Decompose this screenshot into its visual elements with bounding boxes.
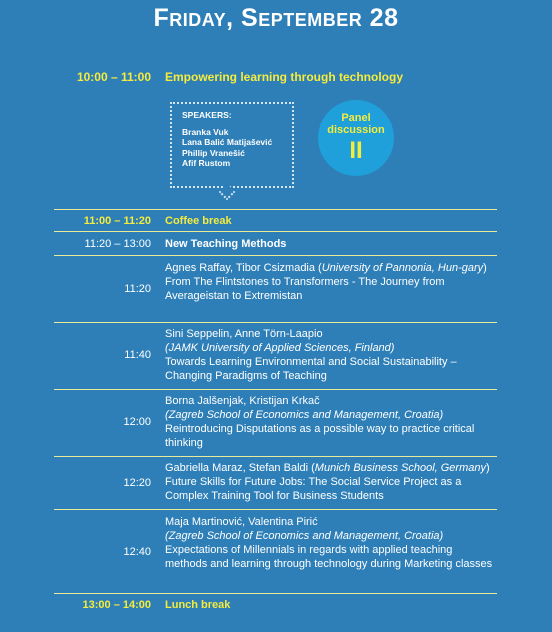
talk-affiliation: Munich Business School, Germany — [314, 462, 486, 474]
panel-discussion-badge — [318, 100, 394, 176]
divider — [54, 456, 497, 457]
methods-label: New Teaching Methods — [165, 238, 287, 250]
speaker-name: Phillip Vranešić — [182, 147, 245, 158]
talk-time: 12:20 — [123, 477, 151, 489]
talk-authors: Sini Seppelin, Anne Törn-Laapio — [165, 328, 323, 340]
talk-authors: Maja Martinović, Valentina Pirić — [165, 516, 318, 528]
talk-time: 11:40 — [124, 349, 151, 361]
talk-authors: Borna Jalšenjak, Kristijan Krkač — [165, 395, 320, 407]
talk-affiliation: (Zagreb School of Economics and Management, Croatia) — [165, 530, 444, 542]
talk-affiliation: University of Pannonia, Hun-gary — [321, 262, 484, 274]
speaker-name: Afif Rustom — [182, 158, 231, 168]
coffee-label: Coffee break — [165, 215, 232, 227]
speaker-name: Lana Balić Matijašević — [182, 137, 273, 147]
session-time: 10:00 – 11:00 — [76, 70, 151, 84]
coffee-time: 11:00 – 11:20 — [83, 215, 151, 227]
lunch-label: Lunch break — [165, 599, 231, 611]
divider — [54, 255, 497, 256]
session-empowering — [0, 70, 552, 86]
divider — [54, 389, 497, 390]
panel-label-line2: discussion — [327, 124, 385, 136]
lunch-time: 13:00 – 14:00 — [82, 599, 151, 611]
speakers-box — [170, 102, 294, 188]
page-title: Friday, September 28 — [153, 4, 399, 32]
divider — [54, 593, 497, 594]
methods-time: 11:20 – 13:00 — [84, 238, 151, 250]
divider — [54, 322, 497, 323]
talk-authors: Agnes Raffay, Tibor Csizmadia (University of Pannonia, Hun-gary) — [165, 262, 487, 274]
talk-title: Future Skills for Future Jobs: The Social Service Project as a Complex Training Tool for Business Students — [165, 476, 462, 502]
talk-title: Expectations of Millennials in regards with applied teaching methods and learning through technology during Marketing classes — [165, 544, 493, 570]
session-label: Empowering learning through technology — [165, 70, 404, 84]
talk-title: Towards Learning Environmental and Social Sustainability – Changing Paradigms of Teaching — [165, 356, 457, 382]
panel-number: II — [349, 137, 363, 164]
talk-title: Reintroducing Disputations as a possible way to practice critical thinking — [165, 423, 475, 449]
speakers-heading: SPEAKERS: — [182, 110, 232, 120]
talk-authors: Gabriella Maraz, Stefan Baldi (Munich Business School, Germany) — [165, 462, 490, 474]
talk-affiliation: (JAMK University of Applied Sciences, Finland) — [165, 342, 395, 354]
talk-title: From The Flintstones to Transformers - The Journey from Averageistan to Extremistan — [165, 276, 445, 302]
panel-label-line1: Panel — [341, 112, 371, 124]
talk-time: 12:00 — [123, 416, 151, 428]
talk-time: 12:40 — [123, 546, 151, 558]
talk-time: 11:20 — [124, 283, 151, 295]
divider — [54, 209, 497, 210]
divider — [54, 509, 497, 510]
divider — [54, 231, 497, 232]
talk-affiliation: (Zagreb School of Economics and Management, Croatia) — [165, 409, 444, 421]
speaker-name: Branka Vuk — [182, 126, 229, 137]
